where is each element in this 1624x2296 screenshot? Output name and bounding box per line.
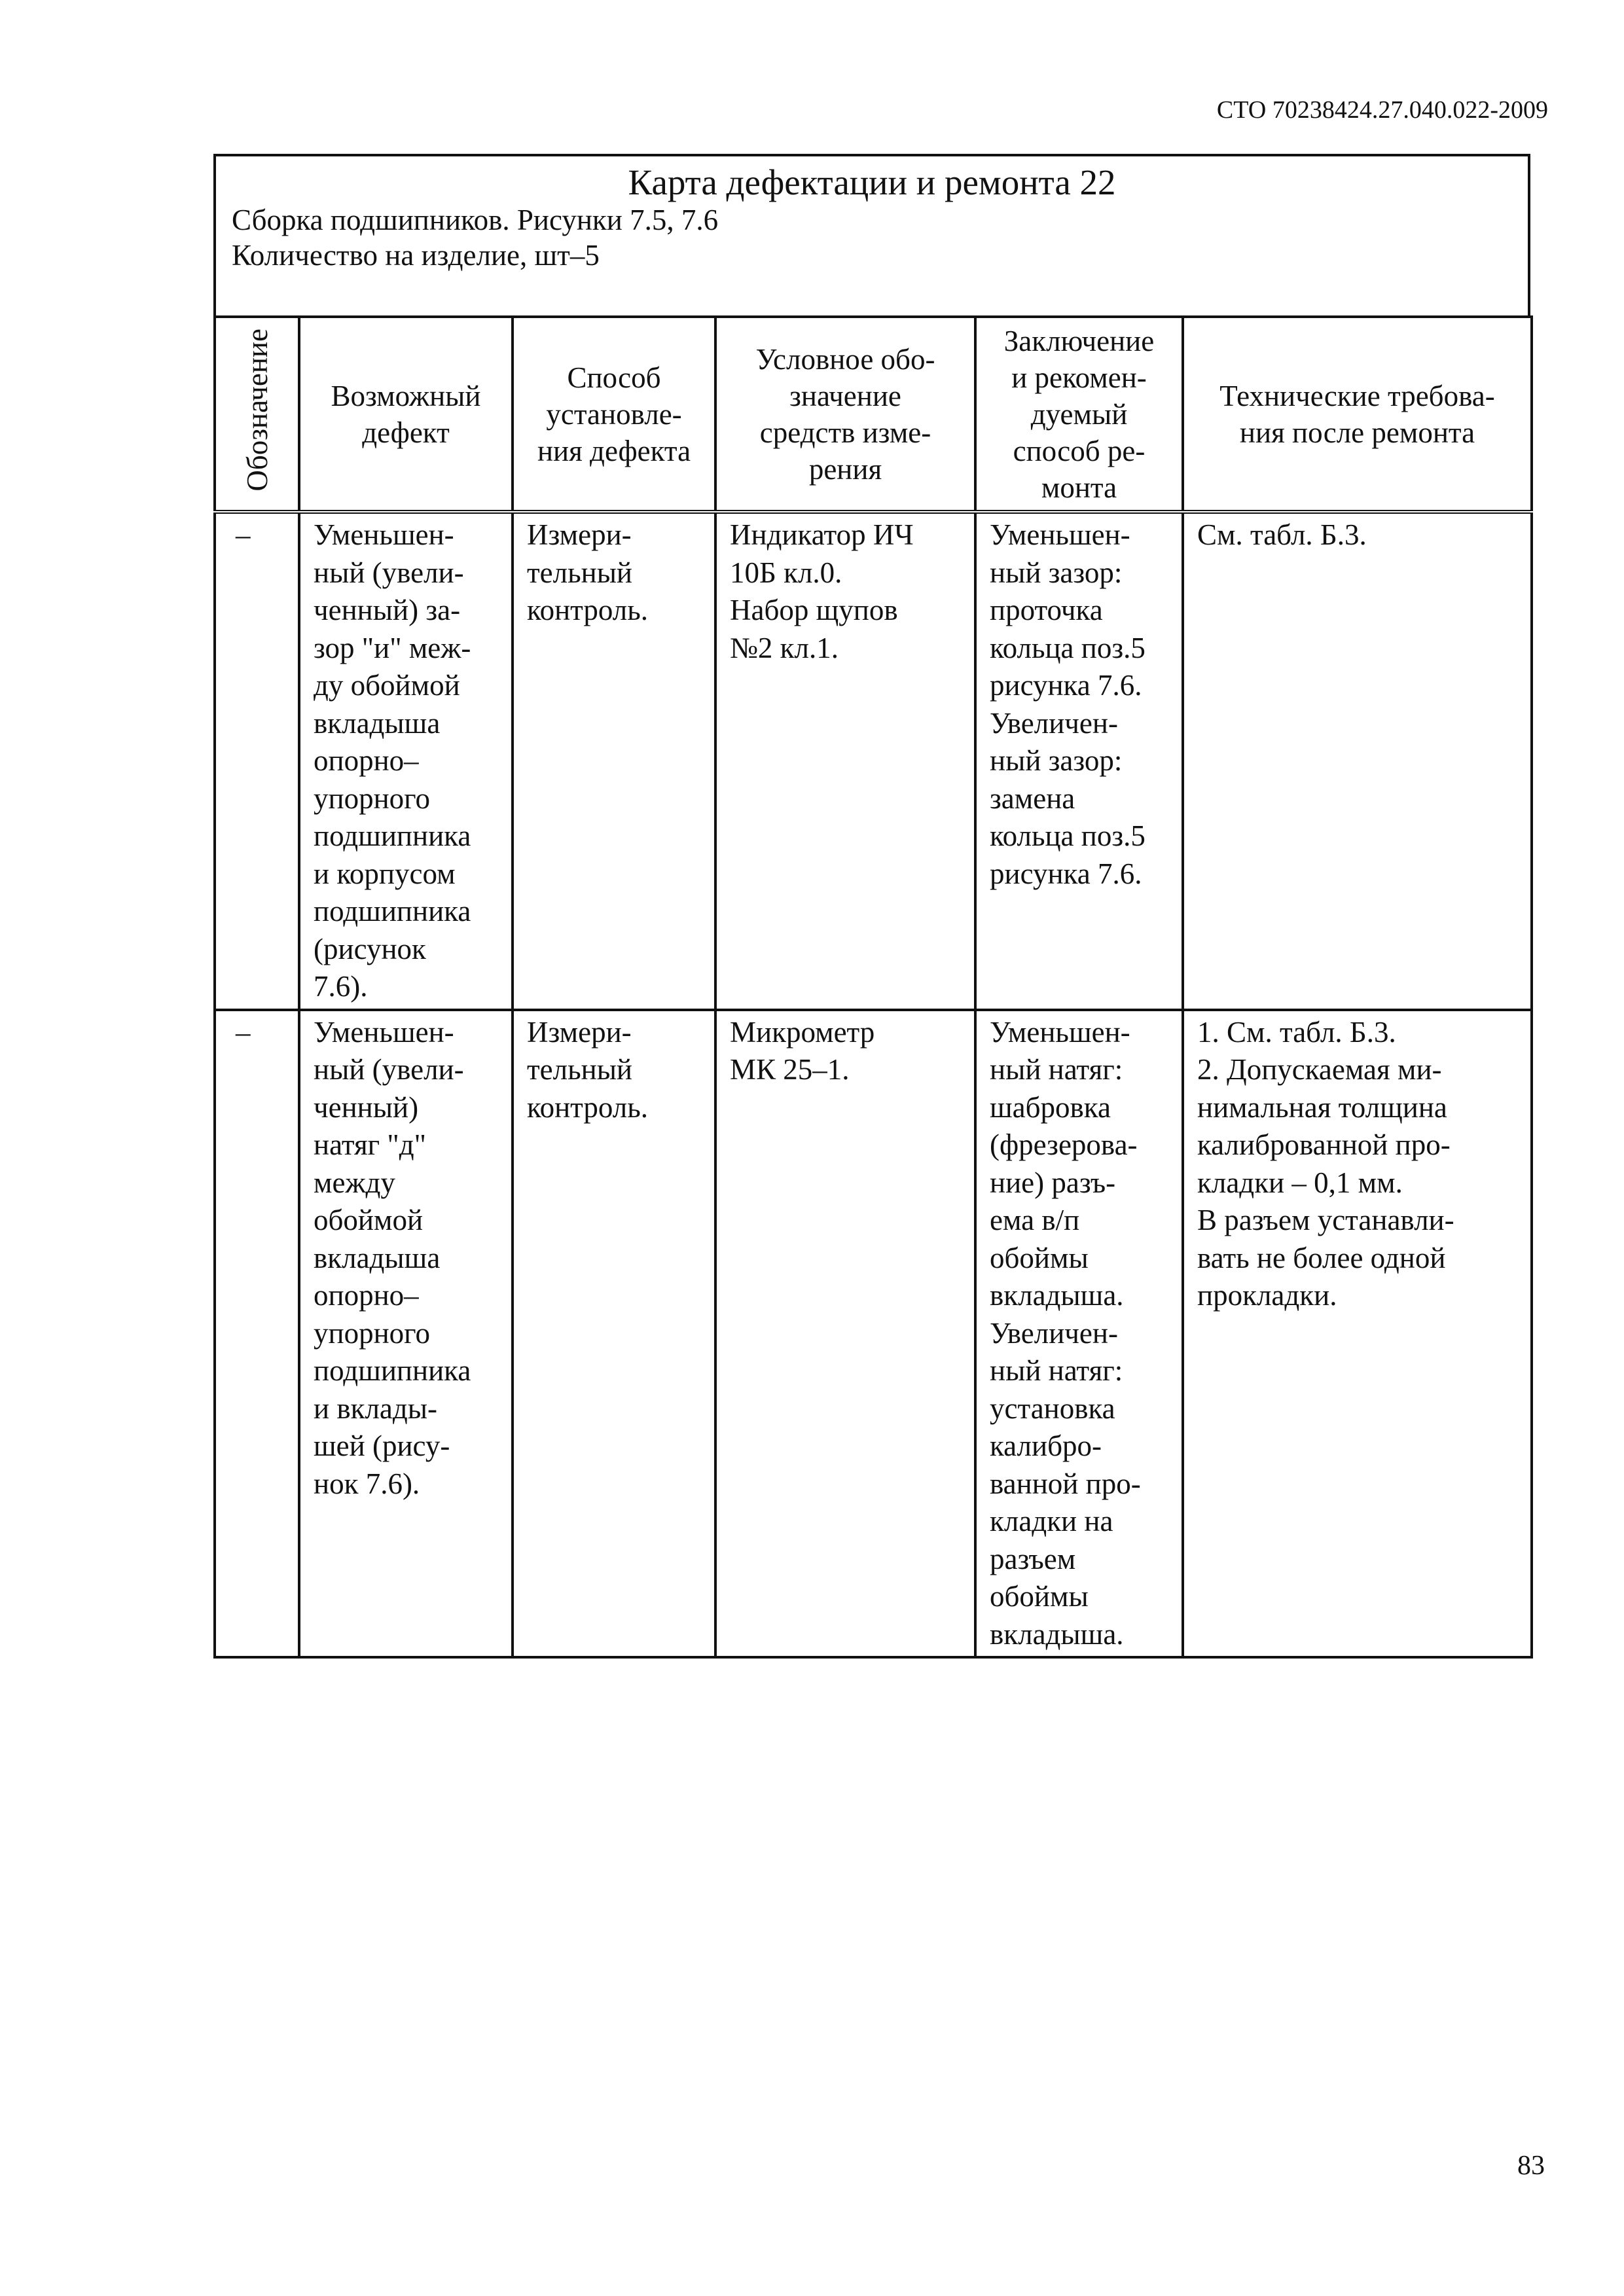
col-header-requirements: Технические требова- ния после ремонта: [1183, 317, 1532, 512]
col-header-designation: Обозначение: [215, 317, 299, 512]
cell-requirements: См. табл. Б.3.: [1183, 512, 1532, 1010]
cell-designation: –: [215, 1010, 299, 1658]
card-title: Карта дефектации и ремонта 22: [628, 162, 1116, 202]
cell-method: Измери- тельный контроль.: [513, 1010, 715, 1658]
card-subtitle: Сборка подшипников. Рисунки 7.5, 7.6: [232, 204, 719, 236]
table-row: [215, 512, 1532, 1010]
cell-conclusion: Уменьшен- ный натяг: шабровка (фрезерова- ние) разъ- ема в/п обоймы вкладыша. Увеличен- ный натяг: установка калибро- ванной про- кладки на разъем обоймы вкладыша.: [975, 1010, 1183, 1658]
col-header-conclusion: Заключение и рекомен- дуемый способ ре- монта: [975, 317, 1183, 512]
cell-instrument: Микрометр МК 25–1.: [715, 1010, 975, 1658]
cell-defect: Уменьшен- ный (увели- ченный) натяг "д" между обоймой вкладыша опорно– упорного подшипника и вклады- шей (рису- нок 7.6).: [299, 1010, 513, 1658]
cell-instrument: Индикатор ИЧ 10Б кл.0. Набор щупов №2 кл.1.: [715, 512, 975, 1010]
cell-conclusion: Уменьшен- ный зазор: проточка кольца поз.5 рисунка 7.6. Увеличен- ный зазор: замена кольца поз.5 рисунка 7.6.: [975, 512, 1183, 1010]
col-header-instrument: Условное обо- значение средств изме- рения: [715, 317, 975, 512]
col-header-method: Способ установле- ния дефекта: [513, 317, 715, 512]
cell-defect: Уменьшен- ный (увели- ченный) за- зор "и" меж- ду обоймой вкладыша опорно– упорного подшипника и корпусом подшипника (рисунок 7.6).: [299, 512, 513, 1010]
card-quantity: Количество на изделие, шт–5: [232, 239, 600, 272]
col-header-defect: Возможный дефект: [299, 317, 513, 512]
cell-designation: –: [215, 512, 299, 1010]
cell-method: Измери- тельный контроль.: [513, 512, 715, 1010]
document-code: СТО 70238424.27.040.022-2009: [1216, 96, 1548, 124]
card-header: [213, 154, 1530, 317]
table-row: [215, 1010, 1532, 1658]
table-header-row: [215, 317, 1532, 512]
page-number: 83: [1517, 2151, 1545, 2181]
defect-table: [213, 315, 1533, 1659]
cell-requirements: 1. См. табл. Б.3. 2. Допускаемая ми- нимальная толщина калиброванной про- кладки – 0,1 мм. В разъем устанавли- вать не более одной прокладки.: [1183, 1010, 1532, 1658]
